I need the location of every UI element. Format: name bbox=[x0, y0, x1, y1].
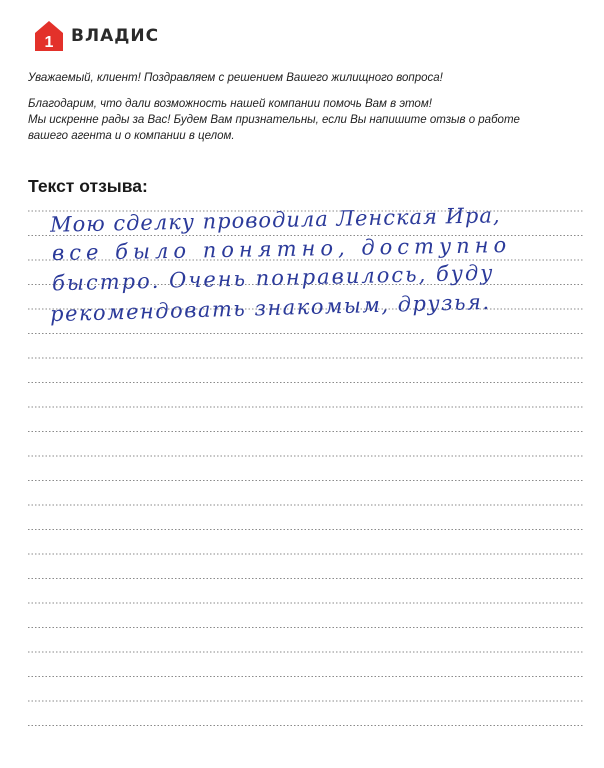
handwritten-line-4: рекомендовать знакомым, друзья. bbox=[49, 289, 491, 327]
handwritten-line-2: все было понятно, доступно bbox=[51, 232, 512, 266]
greeting-text: Уважаемый, клиент! Поздравляем с решением Вашего жилищного вопроса! bbox=[28, 72, 443, 84]
logo-digit: 1 bbox=[44, 34, 54, 51]
thanks-line-3: вашего агента и о компании в целом. bbox=[28, 130, 235, 142]
handwritten-line-1: Мою сделку проводила Ленская Ира, bbox=[49, 203, 501, 237]
brand-name: ВЛАДИС bbox=[71, 26, 160, 46]
review-title: Текст отзыва: bbox=[28, 176, 148, 196]
thanks-line-2: Мы искренне рады за Вас! Будем Вам признательны, если Вы напишите отзыв о работе bbox=[28, 114, 520, 126]
handwritten-line-3: быстро. Очень понравилось, буду bbox=[51, 260, 495, 296]
thanks-line-1: Благодарим, что дали возможность нашей компании помочь Вам в этом! bbox=[28, 98, 432, 110]
